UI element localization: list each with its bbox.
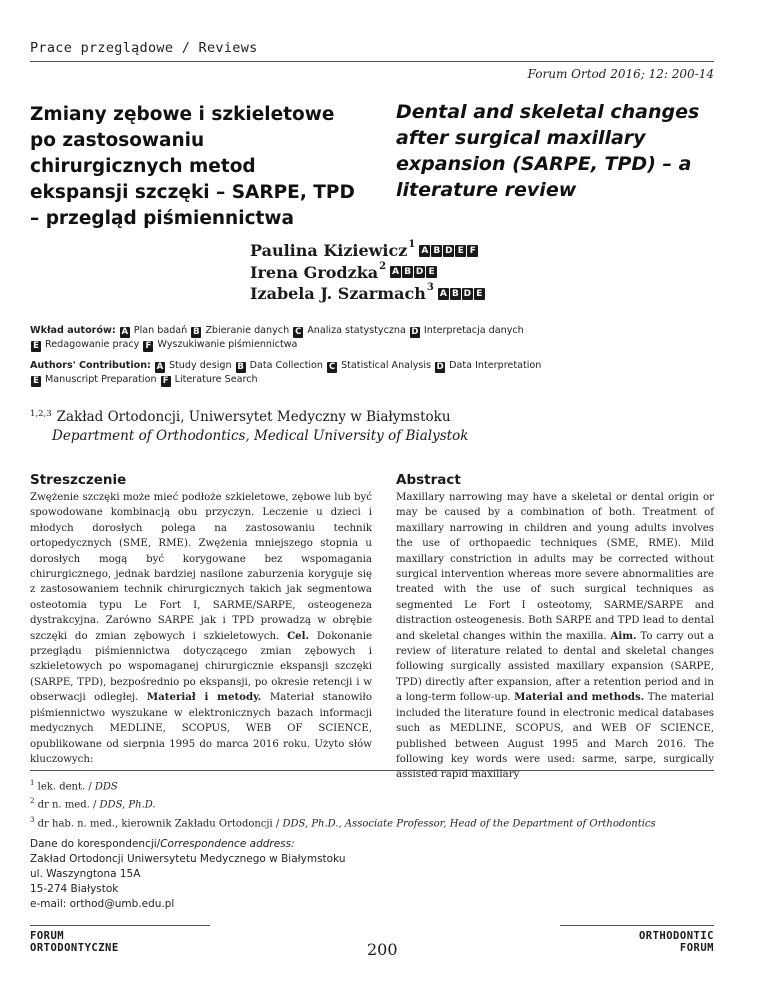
- journal-citation: Forum Ortod 2016; 12: 200-14: [527, 67, 714, 81]
- title-english: Dental and skeletal changes after surgical maxillary expansion (SARPE, TPD) – a literature review: [396, 101, 700, 201]
- badge: A: [390, 266, 401, 278]
- badge: A: [419, 245, 430, 257]
- badge: C: [328, 362, 336, 372]
- badge: C: [295, 327, 302, 337]
- author-name: Izabela J. Szarmach: [250, 284, 426, 303]
- legend-text: Data Interpretation: [449, 360, 542, 371]
- footer-divider-right: [560, 925, 714, 926]
- footnote-divider: [30, 770, 714, 771]
- section-label: Prace przeglądowe / Reviews: [30, 40, 258, 56]
- title-polish: Zmiany zębowe i szkieletowe po zastosowaniu chirurgicznych metod ekspansji szczęki – SARPE, TPD – przegląd piśmiennictwa: [30, 104, 355, 229]
- badge: E: [426, 266, 437, 278]
- legend-text: Analiza statystyczna: [307, 325, 406, 336]
- abstract-text: The material included the literature found in electronic medical databases such as MEDLINE, SCOPUS, and WEB OF SCIENCE, published between August 1995 and March 2016. The following key words were used: sarme, sarpe, surgically assisted rapid maxillary: [396, 692, 714, 781]
- badge: B: [193, 327, 200, 337]
- contribution-legend-en: [30, 359, 541, 387]
- badge: D: [463, 288, 472, 299]
- legend-text: Zbieranie danych: [205, 325, 290, 336]
- badge: B: [431, 245, 442, 257]
- corr-line: 15-274 Białystok: [30, 883, 119, 895]
- corr-line: Zakład Ortodoncji Uniwersytetu Medycznego w Białymstoku: [30, 853, 346, 865]
- abstract-text: Zwężenie szczęki może mieć podłoże szkieletowe, zębowe lub być spowodowane kombinacją obu przyczyn. Leczenie u dzieci i młodych dorosłych polega na zastosowaniu technik ortopedycznych (SME, RME). Zwężenia mniejszego stopnia u dorosłych mogą być korygowane bez wspomagania chirurgicznego, jednak bardziej nasilone zaburzenia koryguje się z zastosowaniem technik chirurgicznych takich jak segmentowa osteotomia typu Le Fort I, SARME/SARPE, osteogeneza dystrakcyjna. Zarówno SARPE jak i TPD prowadzą w obrębie szczęki do zmian zębowych i szkieletowych.: [30, 492, 372, 642]
- affiliation: [30, 409, 468, 445]
- author-affil-sup: 1: [408, 239, 416, 250]
- corr-email: e-mail: orthod@umb.edu.pl: [30, 898, 175, 910]
- badge: F: [143, 341, 153, 352]
- abstract-text: Maxillary narrowing may have a skeletal or dental origin or may be caused by a combination of both. Treatment of maxillary narrowing in children and young adults involves the use of orthopaedic techniques (SME, RME). Mild maxillary constriction in adults may be corrected without surgical intervention whereas more severe abnormalities are treated with the use of such surgical techniques as segmented Le Fort I osteotomy, SARME/SARPE and distraction osteogenesis. Both SARPE and TPD lead to dental and skeletal changes within the maxilla.: [396, 492, 714, 642]
- contrib-label: Wkład autorów:: [30, 325, 116, 336]
- page-number: 200: [367, 940, 398, 959]
- badge: D: [415, 267, 424, 278]
- abstract-text: To carry out a review of literature related to dental and skeletal changes following surgically assisted maxillary expansion (SARPE, TPD) directly after expansion, after a retention period and in a long-term follow-up.: [396, 630, 714, 704]
- legend-text: Literature Search: [174, 374, 258, 385]
- badge: E: [455, 245, 466, 257]
- author-name: Paulina Kiziewicz: [250, 241, 408, 260]
- badge: E: [474, 288, 485, 300]
- abstract-pl-heading: Streszczenie: [30, 472, 127, 488]
- abstract-text: Dokonanie przeglądu piśmiennictwa dotyczącego zmian zębowych i szkieletowych po wspomaganej chirurgicznie ekspansji szczęki (SARPE, TPD), bezpośrednio po ekspansji, po okresie retencji i w obserwacji odległej.: [30, 630, 372, 704]
- abstract-en-body: [396, 490, 714, 783]
- abstract-label: Material and methods.: [514, 691, 645, 704]
- contribution-legend-pl: [30, 324, 524, 352]
- abstract-label: Cel.: [287, 629, 310, 642]
- footnotes: [30, 776, 656, 831]
- legend-text: Data Collection: [249, 360, 324, 371]
- abstract-label: Materiał i metody.: [146, 691, 262, 704]
- contribution-badges: [419, 245, 478, 257]
- author: [250, 262, 485, 284]
- abstract-text: Materiał stanowiło piśmiennictwo wyszukane w elektronicznych bazach informacji medycznych MEDLINE, SCOPUS, WEB OF SCIENCE, opublikowane od sierpnia 1995 do marca 2016 roku. Użyto słów kluczowych:: [30, 692, 372, 765]
- affil-english: Department of Orthodontics, Medical University of Bialystok: [52, 428, 469, 444]
- badge: D: [411, 327, 419, 337]
- corr-line: ul. Waszyngtona 15A: [30, 868, 141, 880]
- author: [250, 240, 485, 262]
- legend-text: Statistical Analysis: [341, 360, 432, 371]
- badge: D: [436, 362, 444, 372]
- footnote: $^1$ lek. dent. / DDS: [30, 779, 118, 793]
- affil-sup: 1,2,3: [30, 409, 52, 419]
- author-list: [250, 240, 485, 305]
- contribution-badges: [438, 288, 485, 300]
- legend-text: Study design: [168, 360, 232, 371]
- author-name: Irena Grodzka: [250, 262, 379, 282]
- badge: D: [445, 245, 453, 256]
- legend-text: Interpretacja danych: [423, 325, 524, 336]
- badge: B: [450, 288, 461, 300]
- badge: A: [121, 327, 129, 337]
- footnote: $^3$ dr hab. n. med., kierownik Zakładu Ortodoncji / DDS, Ph.D., Associate Professor, Head of the Department of Orthodontics: [30, 815, 656, 829]
- badge: A: [156, 362, 164, 372]
- footnote: $^2$ dr n. med. / DDS, Ph.D.: [30, 797, 156, 811]
- affil-polish: Zakład Ortodoncji, Uniwersytet Medyczny w Białymstoku: [56, 409, 451, 425]
- abstract-label: Aim.: [610, 629, 637, 642]
- legend-text: Wyszukiwanie piśmiennictwa: [157, 339, 298, 350]
- author: [250, 283, 485, 305]
- header-divider: [30, 61, 714, 62]
- badge: B: [237, 362, 244, 372]
- badge: E: [31, 376, 41, 387]
- contrib-label: Authors' Contribution:: [30, 360, 151, 371]
- footer-divider-left: [30, 925, 210, 926]
- corr-label: Dane do korespondencji/: [30, 838, 161, 850]
- journal-name-pl: FORUM ORTODONTYCZNE: [30, 930, 119, 954]
- badge: A: [438, 288, 449, 300]
- corr-label-en: Correspondence address:: [160, 838, 295, 850]
- badge: F: [467, 245, 478, 257]
- author-affil-sup: 3: [426, 282, 434, 293]
- correspondence-block: [30, 837, 346, 912]
- badge: B: [402, 266, 413, 278]
- legend-text: Redagowanie pracy: [45, 339, 140, 350]
- badge: E: [31, 341, 41, 352]
- badge: F: [161, 376, 171, 387]
- journal-name-en: ORTHODONTIC FORUM: [638, 930, 714, 954]
- author-affil-sup: 2: [379, 260, 387, 272]
- abstract-pl-body: [30, 490, 372, 767]
- legend-text: Plan badań: [133, 325, 188, 336]
- legend-text: Manuscript Preparation: [45, 374, 157, 385]
- abstract-en-heading: Abstract: [396, 472, 461, 488]
